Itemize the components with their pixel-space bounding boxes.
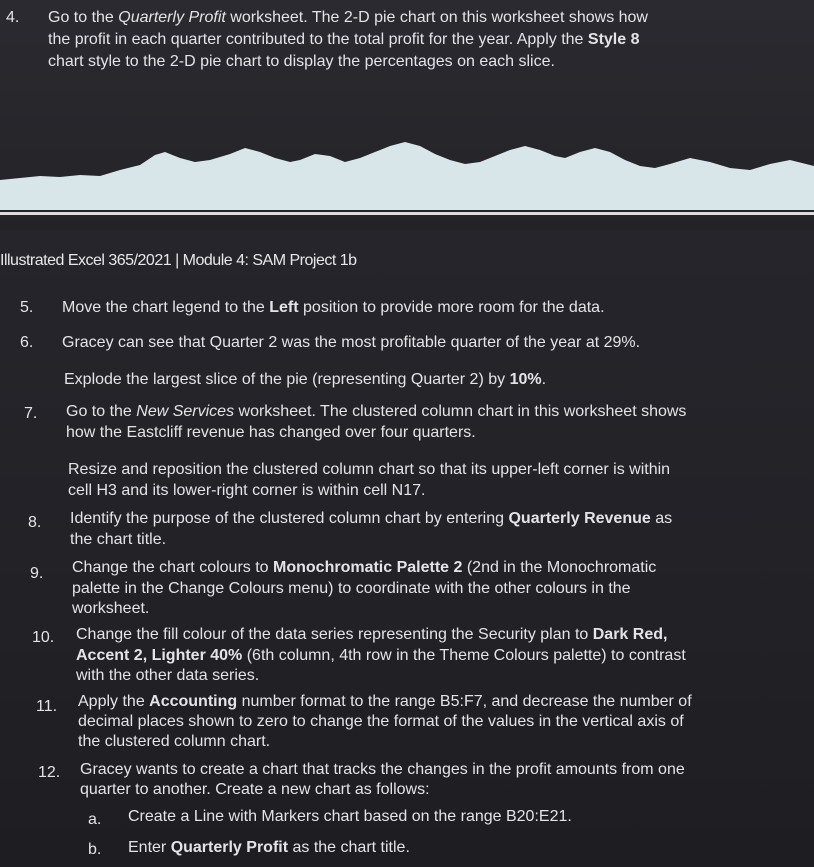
item-6-number: 6. <box>20 334 34 351</box>
item-6-line-2: Explode the largest slice of the pie (representing Quarter 2) by 10%. <box>64 371 547 388</box>
item-6-line-1: Gracey can see that Quarter 2 was the most profitable quarter of the year at 29%. <box>62 334 641 351</box>
item-5-number: 5. <box>20 299 34 316</box>
item-7-line-2: how the Eastcliff revenue has changed over four quarters. <box>66 424 476 441</box>
item-4-line-1: Go to the Quarterly Profit worksheet. The 2-D pie chart on this worksheet shows how <box>48 9 648 26</box>
item-9-line-1: Change the chart colours to Monochromatic Palette 2 (2nd in the Monochromatic <box>72 559 657 576</box>
item-10-line-1: Change the fill colour of the data series representing the Security plan to Dark Red, <box>76 626 668 643</box>
item-11-line-1: Apply the Accounting number format to the range B5:F7, and decrease the number of <box>78 693 692 710</box>
item-12b-number: b. <box>88 841 102 858</box>
item-9-line-2: palette in the Change Colours menu) to coordinate with the other colours in the <box>72 580 631 597</box>
item-12-line-1: Gracey wants to create a chart that tracks the changes in the profit amounts from one <box>80 761 685 778</box>
item-8-line-2: the chart title. <box>70 531 167 548</box>
item-11-line-2: decimal places shown to zero to change the format of the values in the vertical axis of <box>78 713 684 730</box>
item-7-number: 7. <box>24 405 38 422</box>
item-4-number: 4. <box>6 9 20 26</box>
item-12b-text: Enter Quarterly Profit as the chart title. <box>128 839 410 856</box>
item-8-line-1: Identify the purpose of the clustered column chart by entering Quarterly Revenue as <box>70 510 673 527</box>
item-5-line-1: Move the chart legend to the Left position to provide more room for the data. <box>62 299 605 316</box>
item-12a-text: Create a Line with Markers chart based on the range B20:E21. <box>128 808 572 825</box>
item-10-line-2: Accent 2, Lighter 40% (6th column, 4th row in the Theme Colours palette) to contrast <box>76 647 686 664</box>
item-9-line-3: worksheet. <box>72 600 150 617</box>
divider <box>0 212 814 215</box>
item-7-line-3: Resize and reposition the clustered column chart so that its upper-left corner is within <box>68 461 671 478</box>
item-11-line-3: the clustered column chart. <box>78 733 271 750</box>
item-10-line-3: with the other data series. <box>76 667 260 684</box>
module-header: Illustrated Excel 365/2021 | Module 4: SAM Project 1b <box>0 252 357 269</box>
item-12a-number: a. <box>88 811 102 828</box>
item-11-number: 11. <box>36 698 58 715</box>
item-4-line-3: chart style to the 2-D pie chart to display the percentages on each slice. <box>48 53 555 70</box>
item-10-number: 10. <box>32 629 55 646</box>
item-4-line-2: the profit in each quarter contributed to the total profit for the year. Apply the Style 8 <box>48 31 640 48</box>
item-7-line-1: Go to the New Services worksheet. The clustered column chart in this worksheet shows <box>66 403 687 420</box>
waveform-graphic <box>0 140 814 210</box>
item-12-number: 12. <box>38 764 61 781</box>
item-7-line-4: cell H3 and its lower-right corner is within cell N17. <box>68 482 426 499</box>
item-9-number: 9. <box>30 565 44 582</box>
item-12-line-2: quarter to another. Create a new chart as follows: <box>80 781 430 798</box>
item-8-number: 8. <box>28 514 42 531</box>
